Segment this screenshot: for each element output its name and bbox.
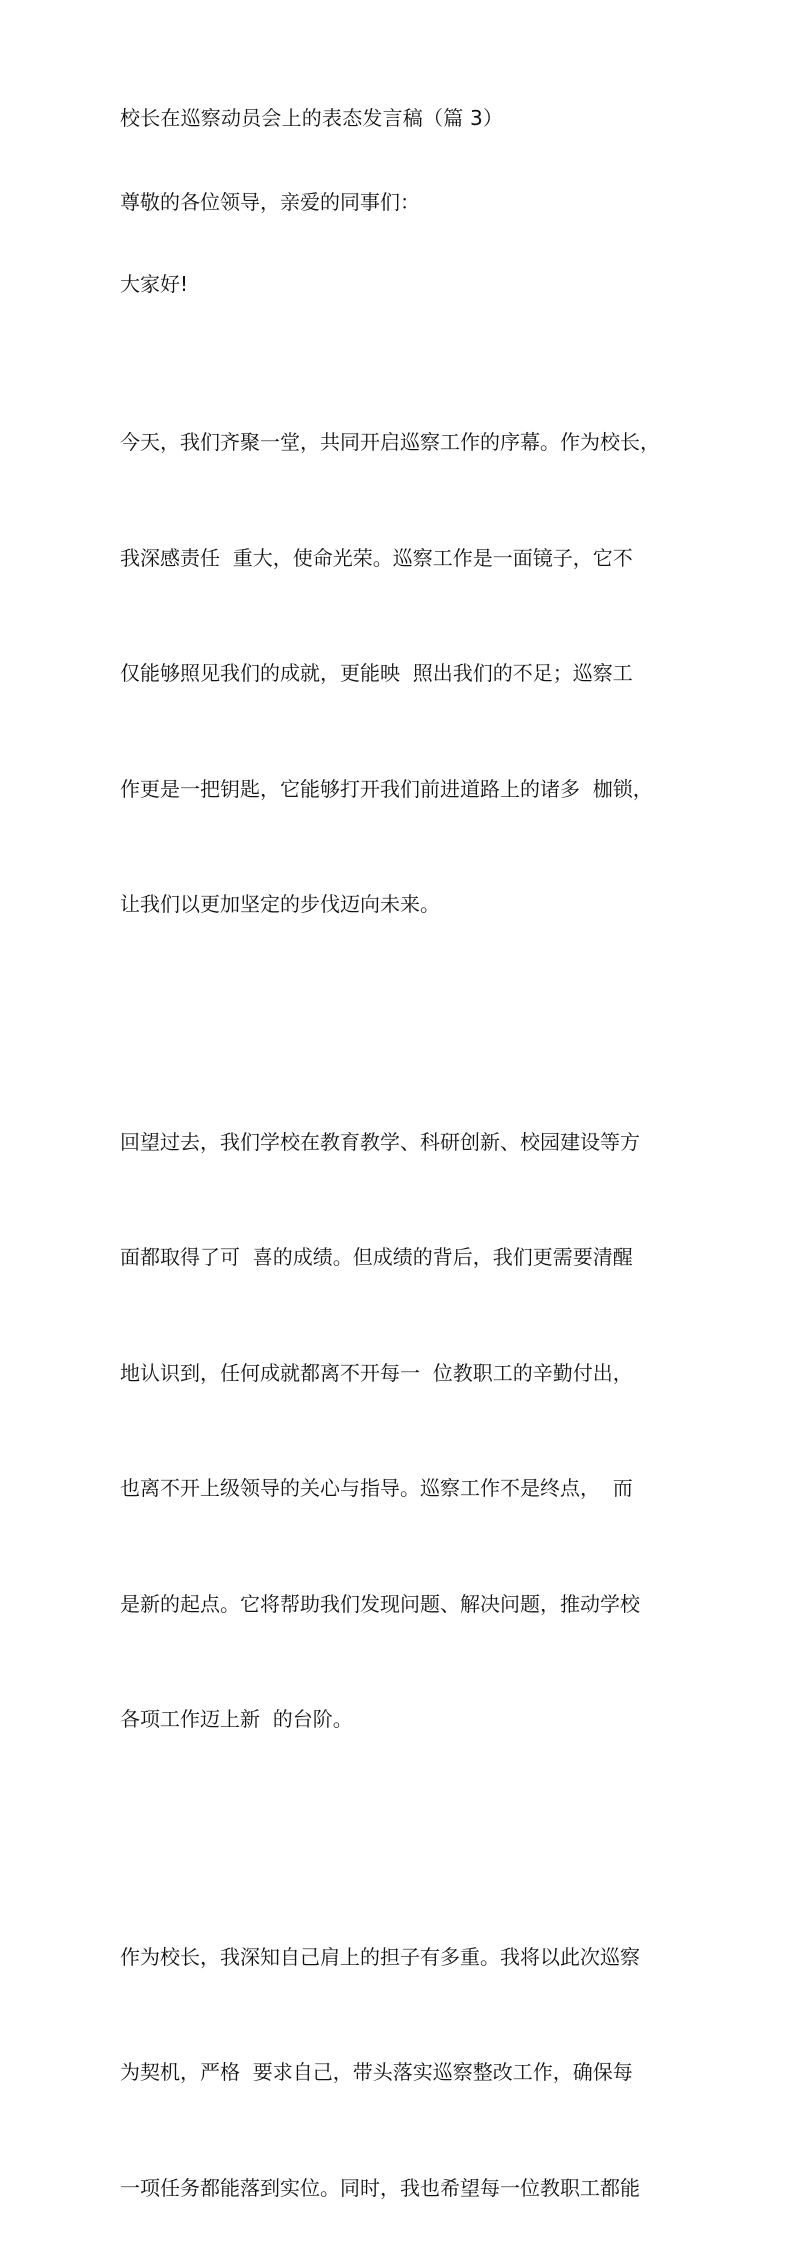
paragraph-line: 今天，我们齐聚一堂，共同开启巡察工作的序幕。作为校长， xyxy=(120,423,680,462)
paragraph-line: 为契机，严格 要求自己，带头落实巡察整改工作，确保每 xyxy=(120,2053,680,2092)
paragraph-review xyxy=(120,1046,680,1816)
paragraph-line: 各项工作迈上新 的台阶。 xyxy=(120,1700,680,1739)
paragraph-commitment xyxy=(120,1861,680,2244)
document-title: 校长在巡察动员会上的表态发言稿（篇 3） xyxy=(120,98,680,138)
paragraph-line: 地认识到，任何成就都离不开每一 位教职工的辛勤付出， xyxy=(120,1354,680,1393)
paragraph-line: 回望过去，我们学校在教育教学、科研创新、校园建设等方 xyxy=(120,1123,680,1162)
paragraph-line: 也离不开上级领导的关心与指导。巡察工作不是终点， 而 xyxy=(120,1469,680,1508)
paragraph-line: 我深感责任 重大，使命光荣。巡察工作是一面镜子，它不 xyxy=(120,539,680,578)
paragraph-line: 一项任务都能落到实位。同时，我也希望每一位教职工都能 xyxy=(120,2169,680,2208)
document-body xyxy=(120,98,680,2244)
paragraph-line: 作更是一把钥匙，它能够打开我们前进道路上的诸多 枷锁， xyxy=(120,770,680,809)
paragraph-line: 作为校长，我深知自己肩上的担子有多重。我将以此次巡察 xyxy=(120,1938,680,1977)
salutation-line: 尊敬的各位领导，亲爱的同事们： xyxy=(120,182,680,222)
paragraph-line: 是新的起点。它将帮助我们发现问题、解决问题，推动学校 xyxy=(120,1585,680,1624)
paragraph-line: 让我们以更加坚定的步伐迈向未来。 xyxy=(120,885,680,924)
paragraph-opening xyxy=(120,346,680,1001)
paragraph-line: 仅能够照见我们的成就，更能映 照出我们的不足；巡察工 xyxy=(120,654,680,693)
paragraph-line: 面都取得了可 喜的成绩。但成绩的背后，我们更需要清醒 xyxy=(120,1238,680,1277)
greeting-line: 大家好! xyxy=(120,264,680,304)
